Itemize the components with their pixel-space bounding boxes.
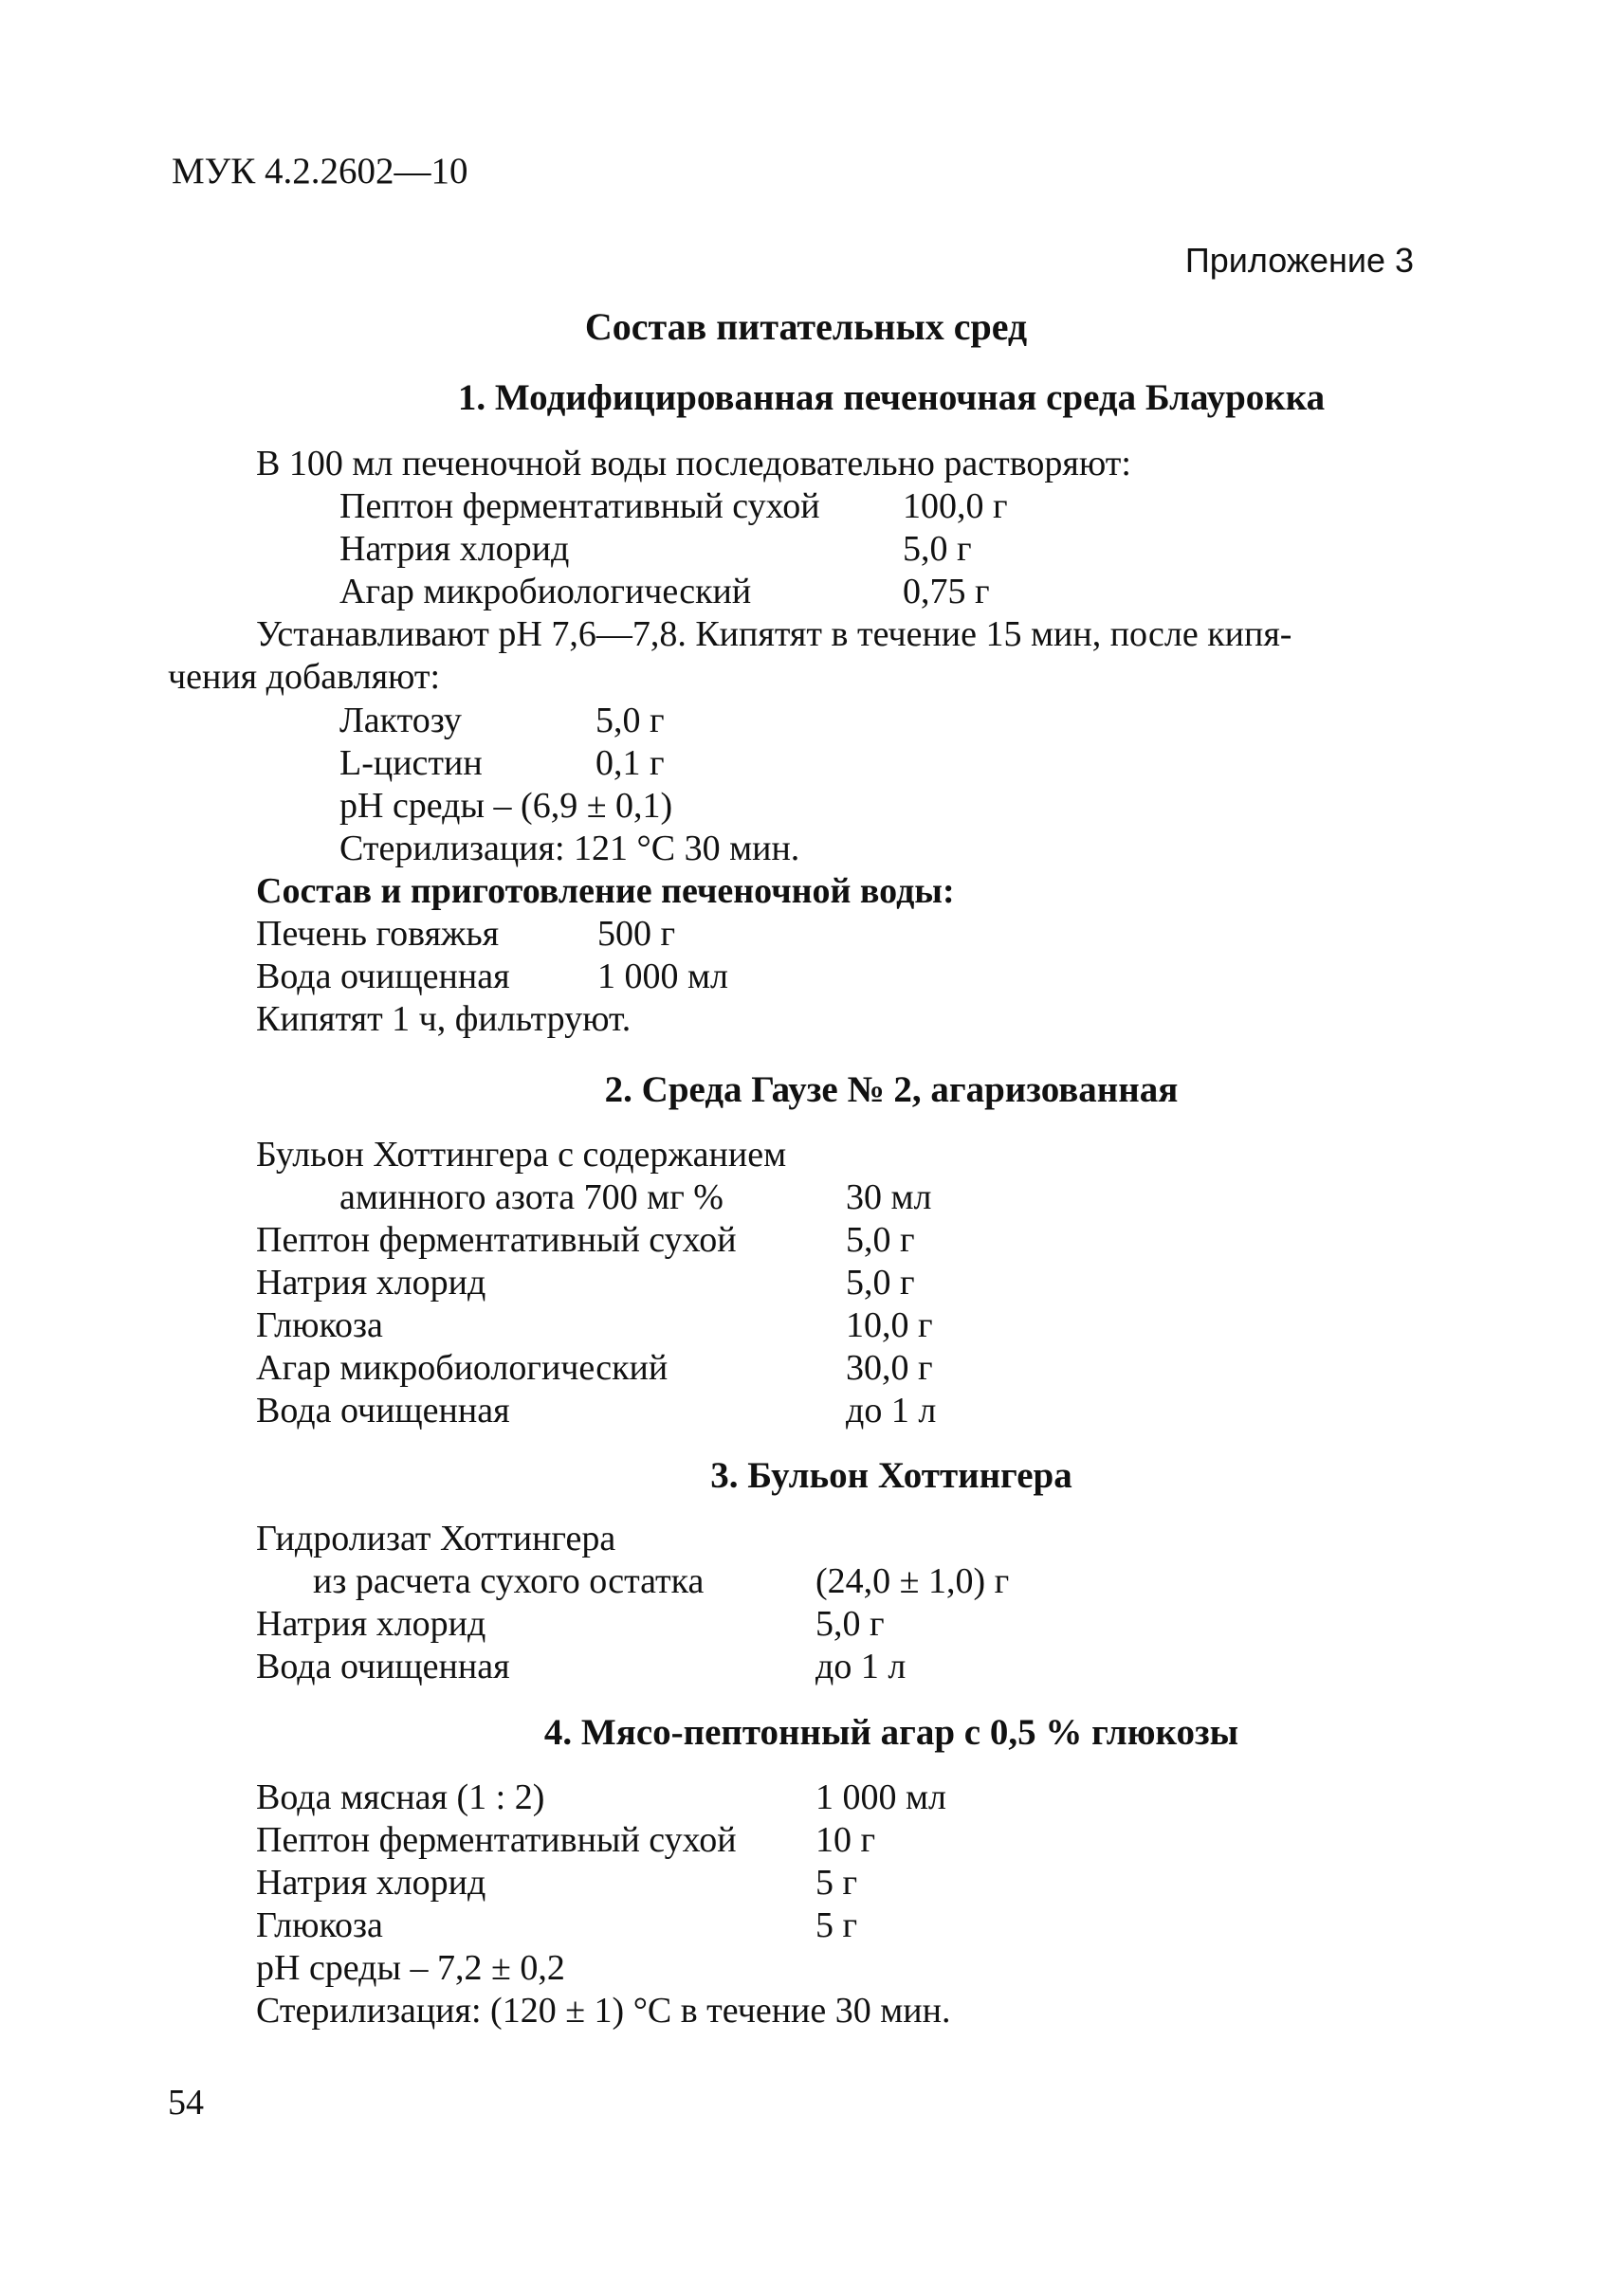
page-number: 54 (168, 2083, 204, 2123)
ingredient-name: аминного азота 700 мг % (339, 1177, 724, 1217)
ingredient-name: Натрия хлорид (256, 1863, 486, 1903)
ingredient-name: L-цистин (339, 743, 483, 783)
section-4-title: 4. Мясо-пептонный агар с 0,5 % глюкозы (543, 1712, 1239, 1753)
ingredient-name: Печень говяжья (256, 914, 500, 954)
paragraph-line: Устанавливают рН 7,6—7,8. Кипятят в течение 15 мин, после кипя- (256, 614, 1292, 654)
ph-value: рН среды – (6,9 ± 0,1) (339, 786, 673, 826)
ingredient-amount: 5,0 г (595, 701, 665, 740)
section-3-title: 3. Бульон Хоттингера (710, 1455, 1072, 1496)
ingredient-amount: 5 г (815, 1863, 858, 1903)
ingredient-amount: 5,0 г (846, 1263, 915, 1303)
ingredient-name: Вода мясная (1 : 2) (256, 1777, 545, 1817)
ingredient-name: Бульон Хоттингера с содержанием (256, 1135, 787, 1175)
ingredient-name: Пептон ферментативный сухой (256, 1220, 737, 1260)
page-title: Состав питательных сред (584, 305, 1028, 348)
ingredient-name: Вода очищенная (256, 1647, 510, 1686)
ingredient-amount: 10 г (815, 1820, 876, 1860)
ingredient-name: Пептон ферментативный сухой (339, 486, 820, 526)
ingredient-amount: 0,1 г (595, 743, 665, 783)
ingredient-amount: 5,0 г (815, 1604, 885, 1644)
ingredient-amount: 10,0 г (846, 1305, 933, 1345)
ingredient-amount: 500 г (597, 914, 676, 954)
appendix-label: Приложение 3 (1184, 241, 1414, 280)
ingredient-amount: до 1 л (846, 1391, 937, 1430)
sterilization-line: Стерилизация: 121 °С 30 мин. (339, 829, 800, 868)
ingredient-amount: 30 мл (846, 1177, 932, 1217)
ingredient-name: Агар микробиологический (339, 572, 752, 611)
sterilization-line: Стерилизация: (120 ± 1) °С в течение 30 мин. (256, 1991, 951, 2031)
ingredient-name: из расчета сухого остатка (313, 1561, 705, 1601)
ingredient-amount: 5 г (815, 1905, 858, 1945)
liver-water-title: Состав и приготовление печеночной воды: (256, 871, 955, 911)
ingredient-name: Лактозу (339, 701, 462, 740)
ingredient-amount: 0,75 г (903, 572, 990, 611)
section-2-title: 2. Среда Гаузе № 2, агаризованная (604, 1069, 1179, 1110)
ingredient-amount: до 1 л (815, 1647, 907, 1686)
ingredient-name: Агар микробиологический (256, 1348, 669, 1388)
ingredient-amount: (24,0 ± 1,0) г (815, 1561, 1010, 1601)
ingredient-name: Гидролизат Хоттингера (256, 1519, 616, 1558)
ingredient-name: Глюкоза (256, 1305, 383, 1345)
ingredient-name: Глюкоза (256, 1905, 383, 1945)
section-1-title: 1. Модифицированная печеночная среда Блаурокка (457, 377, 1326, 418)
document-code: МУК 4.2.2602—10 (172, 151, 468, 191)
ingredient-name: Вода очищенная (256, 957, 510, 996)
ph-value: рН среды – 7,2 ± 0,2 (256, 1948, 565, 1988)
ingredient-amount: 5,0 г (903, 529, 972, 569)
paragraph-line: чения добавляют: (168, 657, 441, 697)
section-1-intro: В 100 мл печеночной воды последовательно растворяют: (256, 444, 1131, 483)
liver-water-note: Кипятят 1 ч, фильтруют. (256, 999, 632, 1039)
ingredient-name: Натрия хлорид (339, 529, 570, 569)
ingredient-amount: 30,0 г (846, 1348, 933, 1388)
ingredient-amount: 1 000 мл (815, 1777, 947, 1817)
ingredient-name: Натрия хлорид (256, 1604, 486, 1644)
ingredient-amount: 5,0 г (846, 1220, 915, 1260)
ingredient-amount: 1 000 мл (597, 957, 729, 996)
ingredient-name: Вода очищенная (256, 1391, 510, 1430)
ingredient-name: Пептон ферментативный сухой (256, 1820, 737, 1860)
ingredient-name: Натрия хлорид (256, 1263, 486, 1303)
ingredient-amount: 100,0 г (903, 486, 1008, 526)
